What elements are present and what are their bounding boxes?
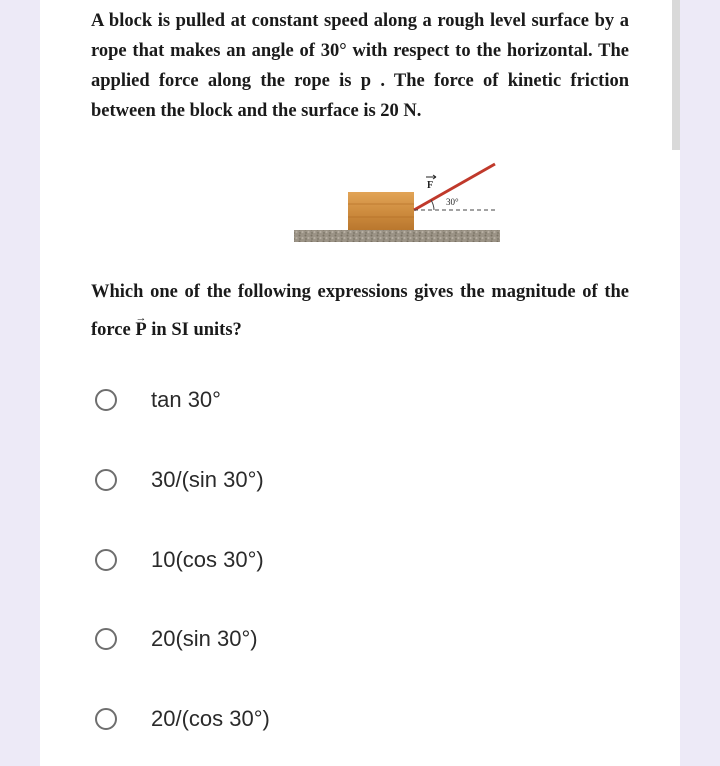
- wooden-block: [348, 192, 414, 230]
- question-card: [40, 0, 680, 766]
- answer-option-3[interactable]: [95, 540, 264, 580]
- option-label: 20(sin 30°): [151, 626, 258, 651]
- radio-button[interactable]: [95, 389, 117, 411]
- prompt-text-start: Which one of the following expressions gives the magnitude of the force: [91, 282, 629, 340]
- scrollbar[interactable]: [672, 0, 680, 150]
- prompt-text-end: in SI units?: [146, 320, 242, 340]
- radio-button[interactable]: [95, 549, 117, 571]
- answer-option-5[interactable]: [95, 699, 270, 739]
- answer-option-4[interactable]: [95, 619, 258, 659]
- option-label: 10(cos 30°): [151, 547, 264, 572]
- radio-button[interactable]: [95, 469, 117, 491]
- option-label: 20/(cos 30°): [151, 706, 270, 731]
- answer-option-1[interactable]: [95, 380, 221, 420]
- radio-button[interactable]: [95, 708, 117, 730]
- ground-surface: [294, 230, 500, 242]
- force-label: F: [427, 180, 434, 191]
- angle-label: 30°: [446, 197, 459, 207]
- option-label: 30/(sin 30°): [151, 467, 264, 492]
- radio-button[interactable]: [95, 628, 117, 650]
- question-prompt: [91, 273, 629, 349]
- block-diagram: [250, 162, 500, 246]
- option-label: tan 30°: [151, 387, 221, 412]
- question-text: A block is pulled at constant speed along a rough level surface by a rope that makes an angle of 30° with respect to the horizontal. The applied force along the rope is p . The force of kinetic friction between the block and the surface is 20 N.: [91, 11, 629, 121]
- force-vector-symbol: → P: [135, 311, 146, 349]
- answer-option-2[interactable]: [95, 460, 264, 500]
- angle-arc: [431, 200, 434, 210]
